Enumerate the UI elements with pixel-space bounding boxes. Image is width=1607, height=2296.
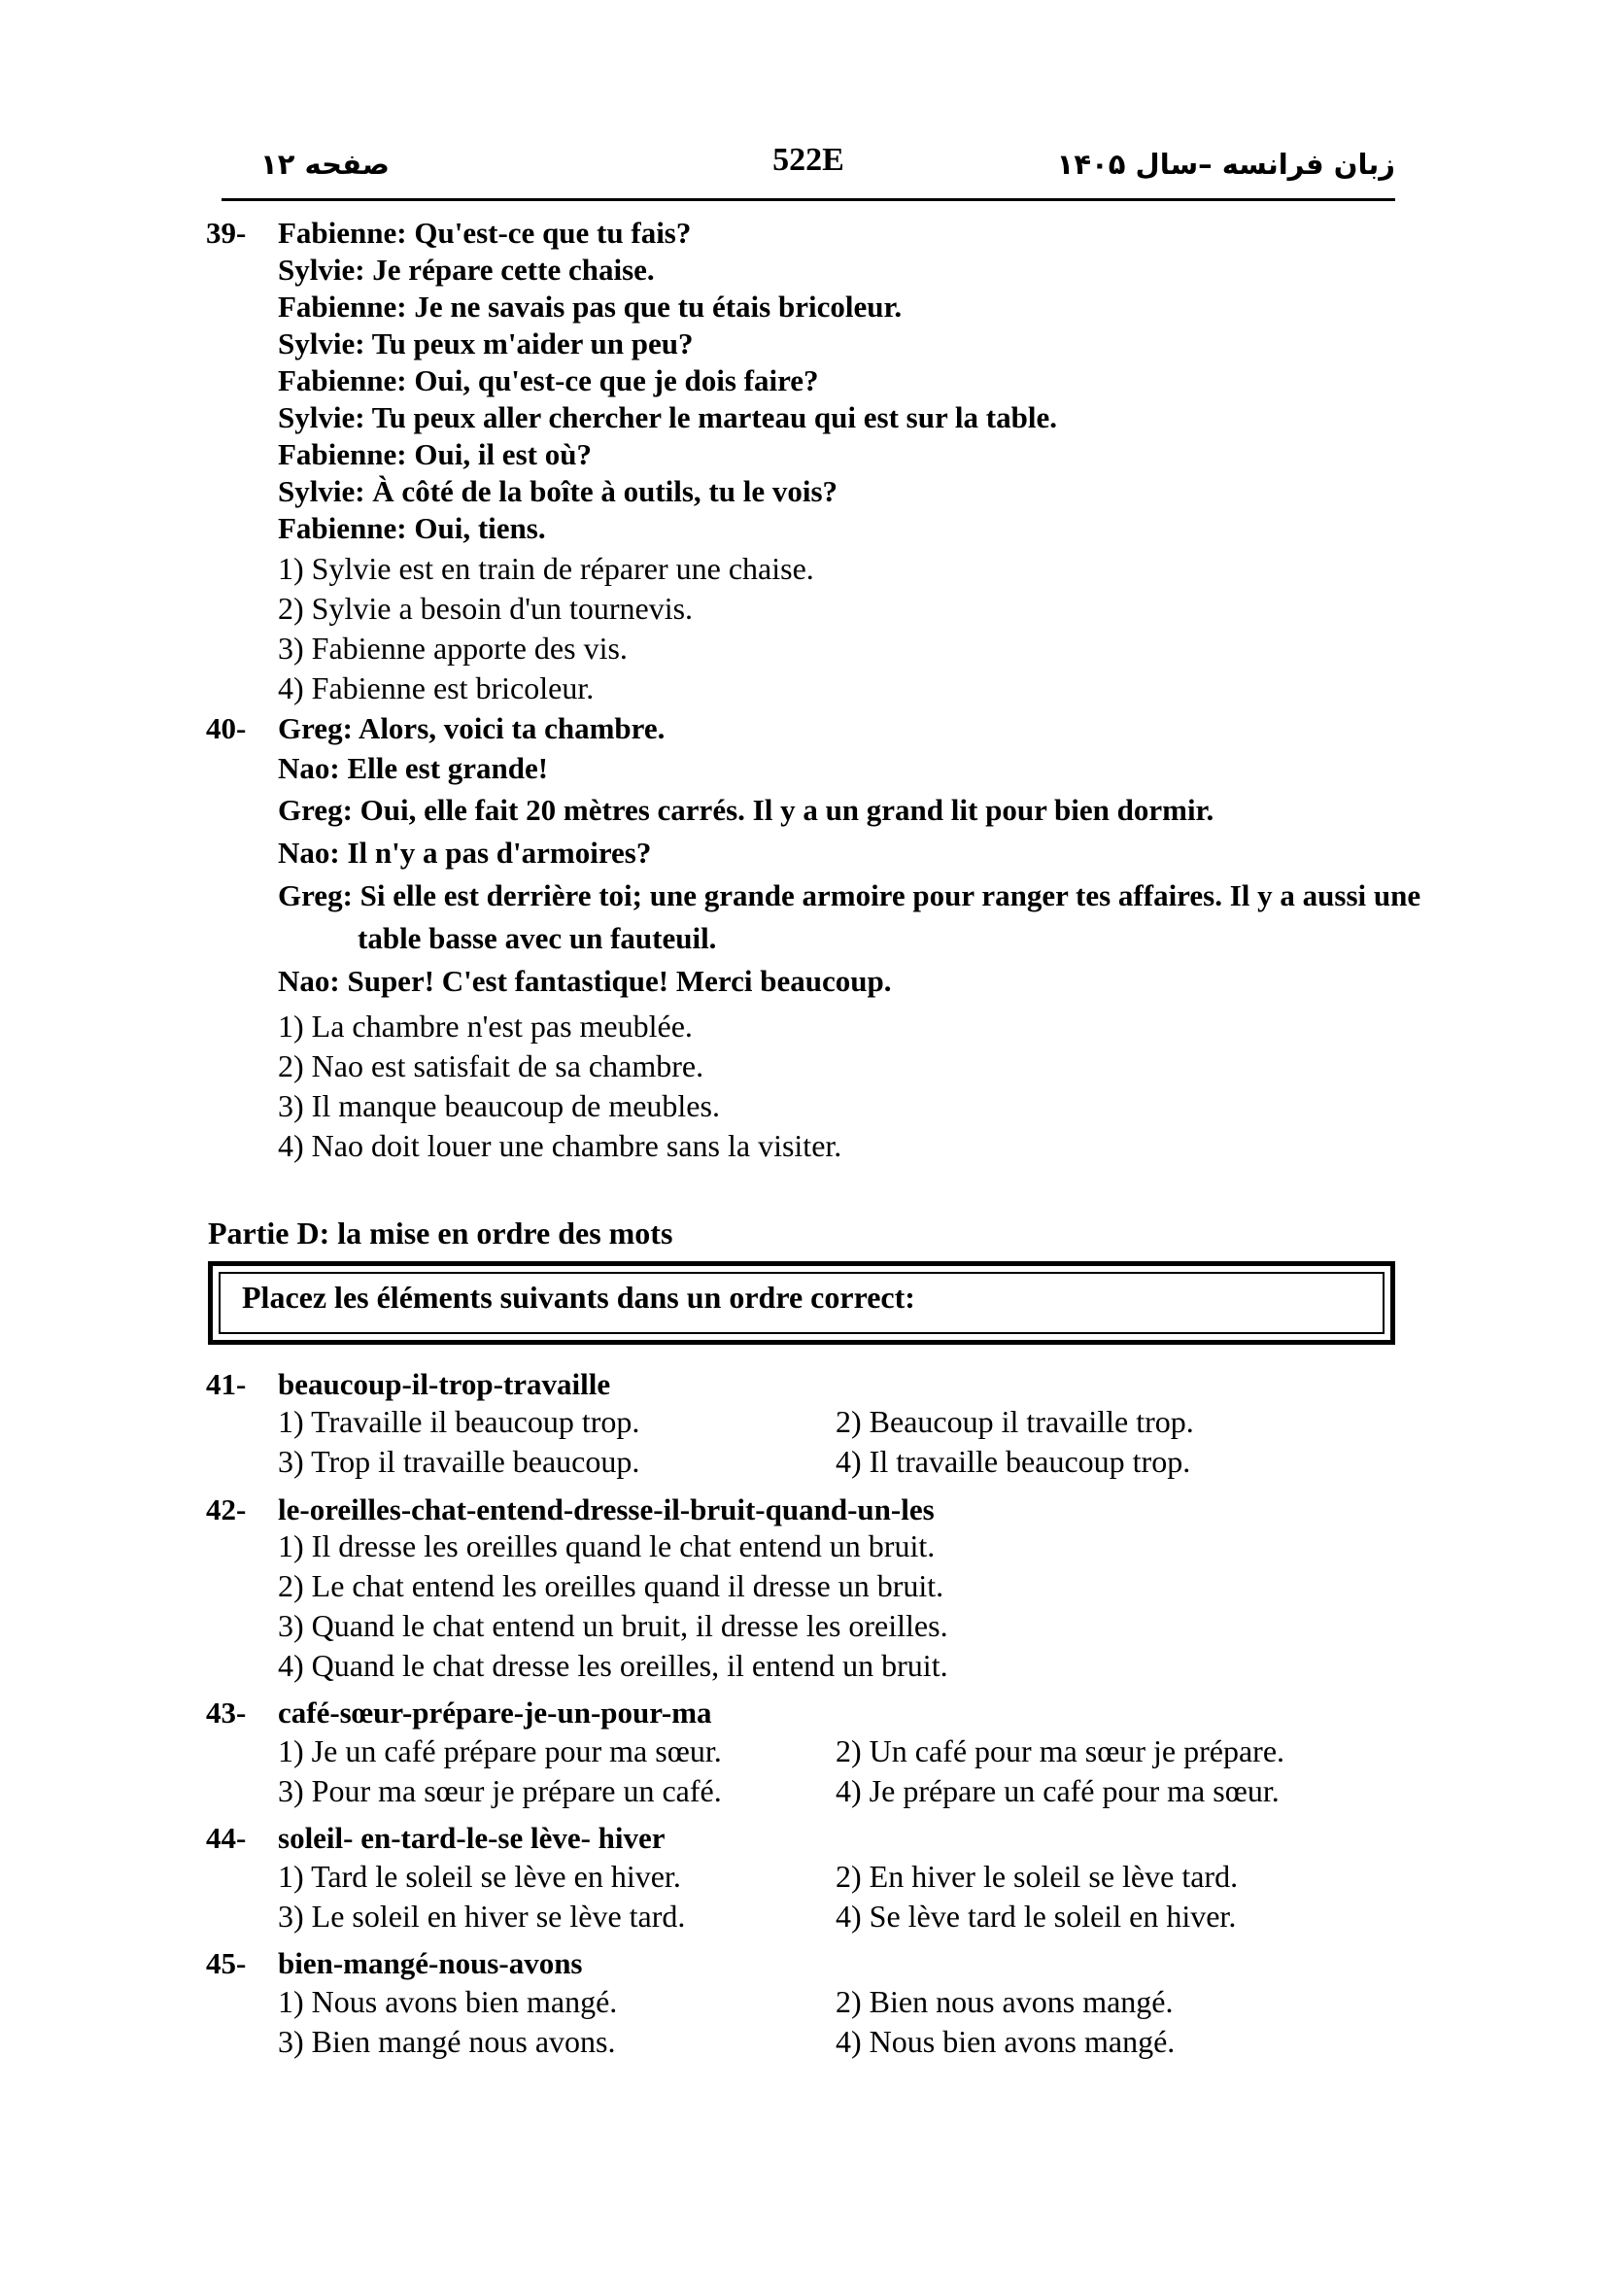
question-prompt: café-sœur-prépare-je-un-pour-ma	[278, 1696, 712, 1730]
answer-option[interactable]: 2) En hiver le soleil se lève tard.	[836, 1859, 1239, 1894]
answer-option[interactable]: 4) Nao doit louer une chambre sans la visiter.	[278, 1128, 842, 1163]
answer-option[interactable]: 3) Trop il travaille beaucoup.	[278, 1444, 640, 1479]
answer-option[interactable]: 2) Beaucoup il travaille trop.	[836, 1404, 1194, 1439]
answer-option[interactable]: 1) Sylvie est en train de réparer une chaise.	[278, 551, 814, 586]
page-number-fa: صفحه ۱۲	[260, 148, 390, 181]
page-header	[222, 142, 1395, 187]
dialogue-line: Sylvie: À côté de la boîte à outils, tu le vois?	[278, 474, 838, 508]
dialogue-line: Fabienne: Oui, qu'est-ce que je dois faire?	[278, 363, 819, 397]
question-number: 43-	[206, 1696, 247, 1730]
dialogue-line: Fabienne: Je ne savais pas que tu étais bricoleur.	[278, 290, 903, 324]
question-prompt: bien-mangé-nous-avons	[278, 1946, 583, 1980]
answer-option[interactable]: 1) Il dresse les oreilles quand le chat entend un bruit.	[278, 1528, 936, 1563]
dialogue-line: Fabienne: Oui, il est où?	[278, 437, 592, 471]
answer-option[interactable]: 2) Nao est satisfait de sa chambre.	[278, 1048, 704, 1083]
answer-option[interactable]: 1) La chambre n'est pas meublée.	[278, 1009, 693, 1044]
answer-option[interactable]: 2) Bien nous avons mangé.	[836, 1984, 1174, 2019]
answer-option[interactable]: 2) Sylvie a besoin d'un tournevis.	[278, 591, 694, 626]
question-number: 44-	[206, 1821, 247, 1855]
answer-option[interactable]: 3) Pour ma sœur je prépare un café.	[278, 1773, 722, 1808]
answer-option[interactable]: 3) Fabienne apporte des vis.	[278, 631, 628, 666]
dialogue-line: Sylvie: Tu peux m'aider un peu?	[278, 326, 694, 360]
question-prompt: soleil- en-tard-le-se lève- hiver	[278, 1821, 666, 1855]
dialogue-line: table basse avec un fauteuil.	[358, 921, 717, 955]
question-number: 40-	[206, 711, 247, 745]
exam-code: 522E	[772, 142, 844, 178]
dialogue-line: Greg: Si elle est derrière toi; une grande armoire pour ranger tes affaires. Il y a aussi une	[278, 878, 1421, 912]
dialogue-line: Nao: Il n'y a pas d'armoires?	[278, 836, 652, 870]
answer-option[interactable]: 1) Nous avons bien mangé.	[278, 1984, 618, 2019]
header-divider	[222, 198, 1395, 201]
question-prompt: beaucoup-il-trop-travaille	[278, 1367, 611, 1401]
question-number: 42-	[206, 1492, 247, 1526]
answer-option[interactable]: 4) Quand le chat dresse les oreilles, il entend un bruit.	[278, 1648, 948, 1683]
question-number: 39-	[206, 216, 247, 250]
answer-option[interactable]: 1) Travaille il beaucoup trop.	[278, 1404, 640, 1439]
question-prompt: le-oreilles-chat-entend-dresse-il-bruit-quand-un-les	[278, 1492, 935, 1526]
answer-option[interactable]: 4) Se lève tard le soleil en hiver.	[836, 1899, 1237, 1934]
answer-option[interactable]: 3) Bien mangé nous avons.	[278, 2024, 616, 2059]
answer-option[interactable]: 1) Tard le soleil se lève en hiver.	[278, 1859, 681, 1894]
answer-option[interactable]: 4) Il travaille beaucoup trop.	[836, 1444, 1191, 1479]
answer-option[interactable]: 1) Je un café prépare pour ma sœur.	[278, 1733, 722, 1768]
dialogue-line: Sylvie: Je répare cette chaise.	[278, 253, 655, 287]
dialogue-line: Fabienne: Qu'est-ce que tu fais?	[278, 216, 692, 250]
answer-option[interactable]: 2) Un café pour ma sœur je prépare.	[836, 1733, 1285, 1768]
answer-option[interactable]: 3) Quand le chat entend un bruit, il dresse les oreilles.	[278, 1608, 948, 1643]
answer-option[interactable]: 2) Le chat entend les oreilles quand il dresse un bruit.	[278, 1568, 944, 1603]
instruction-text: Placez les éléments suivants dans un ordre correct:	[242, 1280, 915, 1315]
answer-option[interactable]: 4) Nous bien avons mangé.	[836, 2024, 1176, 2059]
answer-option[interactable]: 4) Je prépare un café pour ma sœur.	[836, 1773, 1280, 1808]
dialogue-line: Nao: Elle est grande!	[278, 751, 549, 785]
dialogue-line: Fabienne: Oui, tiens.	[278, 511, 546, 545]
instruction-box	[208, 1261, 1395, 1345]
dialogue-line: Nao: Super! C'est fantastique! Merci beaucoup.	[278, 964, 892, 998]
dialogue-line: Greg: Oui, elle fait 20 mètres carrés. Il y a un grand lit pour bien dormir.	[278, 793, 1214, 827]
question-number: 41-	[206, 1367, 247, 1401]
answer-option[interactable]: 3) Il manque beaucoup de meubles.	[278, 1088, 720, 1123]
dialogue-line: Greg: Alors, voici ta chambre.	[278, 711, 666, 745]
answer-option[interactable]: 4) Fabienne est bricoleur.	[278, 670, 595, 705]
subject-year-fa: زبان فرانسه –سال ۱۴۰۵	[1056, 148, 1395, 181]
answer-option[interactable]: 3) Le soleil en hiver se lève tard.	[278, 1899, 686, 1934]
section-title: Partie D: la mise en ordre des mots	[208, 1216, 673, 1251]
dialogue-line: Sylvie: Tu peux aller chercher le marteau qui est sur la table.	[278, 400, 1057, 434]
question-number: 45-	[206, 1946, 247, 1980]
